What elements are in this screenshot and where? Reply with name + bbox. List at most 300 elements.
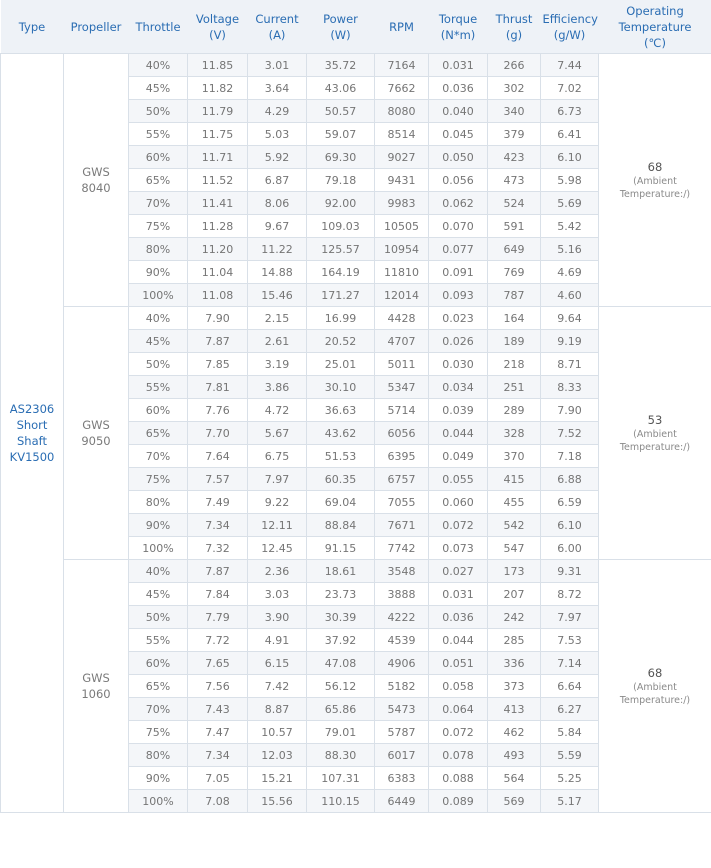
table-row <box>1 560 711 583</box>
efficiency-cell: 9.64 <box>541 307 599 330</box>
current-cell: 4.72 <box>248 399 307 422</box>
throttle-cell: 75% <box>129 215 188 238</box>
current-cell: 3.90 <box>248 606 307 629</box>
throttle-cell: 50% <box>129 606 188 629</box>
efficiency-cell: 8.33 <box>541 376 599 399</box>
power-cell: 43.06 <box>307 77 375 100</box>
efficiency-cell: 9.31 <box>541 560 599 583</box>
thrust-cell: 164 <box>488 307 541 330</box>
current-cell: 8.06 <box>248 192 307 215</box>
temperature-note: Temperature:/) <box>619 695 691 706</box>
power-cell: 23.73 <box>307 583 375 606</box>
throttle-cell: 60% <box>129 146 188 169</box>
voltage-cell: 7.72 <box>188 629 248 652</box>
torque-cell: 0.077 <box>429 238 488 261</box>
power-cell: 125.57 <box>307 238 375 261</box>
torque-cell: 0.072 <box>429 721 488 744</box>
power-cell: 20.52 <box>307 330 375 353</box>
efficiency-cell: 5.17 <box>541 790 599 813</box>
thrust-cell: 649 <box>488 238 541 261</box>
rpm-cell: 6395 <box>375 445 429 468</box>
current-cell: 6.15 <box>248 652 307 675</box>
efficiency-cell: 5.16 <box>541 238 599 261</box>
voltage-cell: 11.82 <box>188 77 248 100</box>
current-cell: 4.91 <box>248 629 307 652</box>
torque-cell: 0.040 <box>429 100 488 123</box>
current-cell: 4.29 <box>248 100 307 123</box>
voltage-cell: 11.28 <box>188 215 248 238</box>
power-cell: 88.30 <box>307 744 375 767</box>
power-cell: 16.99 <box>307 307 375 330</box>
rpm-cell: 9431 <box>375 169 429 192</box>
thrust-cell: 328 <box>488 422 541 445</box>
torque-cell: 0.062 <box>429 192 488 215</box>
rpm-cell: 6056 <box>375 422 429 445</box>
power-cell: 109.03 <box>307 215 375 238</box>
voltage-cell: 11.85 <box>188 54 248 77</box>
voltage-cell: 7.34 <box>188 744 248 767</box>
throttle-cell: 50% <box>129 353 188 376</box>
torque-cell: 0.050 <box>429 146 488 169</box>
torque-cell: 0.060 <box>429 491 488 514</box>
throttle-cell: 40% <box>129 560 188 583</box>
throttle-cell: 90% <box>129 261 188 284</box>
throttle-cell: 75% <box>129 721 188 744</box>
torque-cell: 0.070 <box>429 215 488 238</box>
current-cell: 15.56 <box>248 790 307 813</box>
current-cell: 11.22 <box>248 238 307 261</box>
rpm-cell: 5011 <box>375 353 429 376</box>
throttle-cell: 100% <box>129 537 188 560</box>
power-cell: 92.00 <box>307 192 375 215</box>
current-cell: 12.45 <box>248 537 307 560</box>
current-cell: 14.88 <box>248 261 307 284</box>
efficiency-cell: 8.72 <box>541 583 599 606</box>
voltage-cell: 7.64 <box>188 445 248 468</box>
power-cell: 35.72 <box>307 54 375 77</box>
torque-cell: 0.039 <box>429 399 488 422</box>
thrust-cell: 473 <box>488 169 541 192</box>
current-cell: 12.03 <box>248 744 307 767</box>
efficiency-cell: 5.98 <box>541 169 599 192</box>
power-cell: 25.01 <box>307 353 375 376</box>
propeller-cell <box>64 307 129 560</box>
current-cell: 9.67 <box>248 215 307 238</box>
throttle-cell: 65% <box>129 169 188 192</box>
torque-cell: 0.055 <box>429 468 488 491</box>
efficiency-cell: 5.84 <box>541 721 599 744</box>
propeller-line: 9050 <box>81 434 111 448</box>
throttle-cell: 100% <box>129 790 188 813</box>
rpm-cell: 7671 <box>375 514 429 537</box>
thrust-cell: 455 <box>488 491 541 514</box>
current-cell: 2.15 <box>248 307 307 330</box>
efficiency-cell: 5.42 <box>541 215 599 238</box>
throttle-cell: 55% <box>129 629 188 652</box>
rpm-cell: 4906 <box>375 652 429 675</box>
thrust-cell: 524 <box>488 192 541 215</box>
voltage-cell: 7.49 <box>188 491 248 514</box>
power-cell: 110.15 <box>307 790 375 813</box>
torque-cell: 0.034 <box>429 376 488 399</box>
header-rpm: RPM <box>375 0 429 54</box>
torque-cell: 0.027 <box>429 560 488 583</box>
temperature-note: Temperature:/) <box>619 189 691 200</box>
current-cell: 15.46 <box>248 284 307 307</box>
power-cell: 107.31 <box>307 767 375 790</box>
rpm-cell: 7055 <box>375 491 429 514</box>
thrust-cell: 340 <box>488 100 541 123</box>
rpm-cell: 5473 <box>375 698 429 721</box>
voltage-cell: 7.43 <box>188 698 248 721</box>
temperature-value: 53 <box>647 413 663 427</box>
power-cell: 18.61 <box>307 560 375 583</box>
throttle-cell: 40% <box>129 307 188 330</box>
header-operating-temperature: Operating Temperature (℃) <box>599 0 711 54</box>
voltage-cell: 11.52 <box>188 169 248 192</box>
propeller-line: 8040 <box>81 181 111 195</box>
thrust-cell: 189 <box>488 330 541 353</box>
throttle-cell: 70% <box>129 192 188 215</box>
voltage-cell: 11.41 <box>188 192 248 215</box>
efficiency-cell: 8.71 <box>541 353 599 376</box>
propeller-line: GWS <box>82 418 110 432</box>
voltage-cell: 7.56 <box>188 675 248 698</box>
rpm-cell: 9027 <box>375 146 429 169</box>
efficiency-cell: 6.10 <box>541 514 599 537</box>
power-cell: 47.08 <box>307 652 375 675</box>
thrust-cell: 493 <box>488 744 541 767</box>
rpm-cell: 6757 <box>375 468 429 491</box>
current-cell: 3.86 <box>248 376 307 399</box>
current-cell: 10.57 <box>248 721 307 744</box>
thrust-cell: 787 <box>488 284 541 307</box>
propeller-cell <box>64 54 129 307</box>
power-cell: 164.19 <box>307 261 375 284</box>
voltage-cell: 7.79 <box>188 606 248 629</box>
current-cell: 5.03 <box>248 123 307 146</box>
efficiency-cell: 4.69 <box>541 261 599 284</box>
rpm-cell: 12014 <box>375 284 429 307</box>
efficiency-cell: 7.18 <box>541 445 599 468</box>
propeller-line: GWS <box>82 671 110 685</box>
efficiency-cell: 6.27 <box>541 698 599 721</box>
throttle-cell: 70% <box>129 698 188 721</box>
voltage-cell: 7.87 <box>188 560 248 583</box>
power-cell: 37.92 <box>307 629 375 652</box>
torque-cell: 0.089 <box>429 790 488 813</box>
torque-cell: 0.031 <box>429 54 488 77</box>
thrust-cell: 769 <box>488 261 541 284</box>
thrust-cell: 302 <box>488 77 541 100</box>
thrust-cell: 379 <box>488 123 541 146</box>
throttle-cell: 55% <box>129 376 188 399</box>
voltage-cell: 7.47 <box>188 721 248 744</box>
rpm-cell: 4222 <box>375 606 429 629</box>
efficiency-cell: 6.00 <box>541 537 599 560</box>
current-cell: 3.64 <box>248 77 307 100</box>
table-body <box>1 54 711 813</box>
torque-cell: 0.044 <box>429 629 488 652</box>
power-cell: 30.39 <box>307 606 375 629</box>
motor-type-cell <box>1 54 64 813</box>
thrust-cell: 564 <box>488 767 541 790</box>
throttle-cell: 50% <box>129 100 188 123</box>
efficiency-cell: 6.64 <box>541 675 599 698</box>
voltage-cell: 7.32 <box>188 537 248 560</box>
current-cell: 15.21 <box>248 767 307 790</box>
efficiency-cell: 4.60 <box>541 284 599 307</box>
torque-cell: 0.064 <box>429 698 488 721</box>
efficiency-cell: 6.88 <box>541 468 599 491</box>
table-row <box>1 307 711 330</box>
power-cell: 56.12 <box>307 675 375 698</box>
torque-cell: 0.044 <box>429 422 488 445</box>
current-cell: 3.03 <box>248 583 307 606</box>
power-cell: 50.57 <box>307 100 375 123</box>
efficiency-cell: 5.69 <box>541 192 599 215</box>
current-cell: 12.11 <box>248 514 307 537</box>
thrust-cell: 207 <box>488 583 541 606</box>
thrust-cell: 289 <box>488 399 541 422</box>
thrust-cell: 242 <box>488 606 541 629</box>
throttle-cell: 60% <box>129 652 188 675</box>
throttle-cell: 40% <box>129 54 188 77</box>
thrust-cell: 373 <box>488 675 541 698</box>
voltage-cell: 7.57 <box>188 468 248 491</box>
temperature-note: (Ambient <box>633 429 677 440</box>
rpm-cell: 3888 <box>375 583 429 606</box>
voltage-cell: 11.75 <box>188 123 248 146</box>
throttle-cell: 65% <box>129 675 188 698</box>
current-cell: 2.61 <box>248 330 307 353</box>
rpm-cell: 4428 <box>375 307 429 330</box>
thrust-cell: 218 <box>488 353 541 376</box>
efficiency-cell: 9.19 <box>541 330 599 353</box>
rpm-cell: 6449 <box>375 790 429 813</box>
voltage-cell: 11.04 <box>188 261 248 284</box>
thrust-cell: 370 <box>488 445 541 468</box>
propeller-cell <box>64 560 129 813</box>
current-cell: 6.87 <box>248 169 307 192</box>
throttle-cell: 100% <box>129 284 188 307</box>
rpm-cell: 5347 <box>375 376 429 399</box>
torque-cell: 0.051 <box>429 652 488 675</box>
current-cell: 8.87 <box>248 698 307 721</box>
thrust-cell: 251 <box>488 376 541 399</box>
efficiency-cell: 6.59 <box>541 491 599 514</box>
thrust-cell: 591 <box>488 215 541 238</box>
throttle-cell: 70% <box>129 445 188 468</box>
header-torque: Torque (N*m) <box>429 0 488 54</box>
torque-cell: 0.049 <box>429 445 488 468</box>
motor-type-line: Short Shaft <box>16 418 48 448</box>
current-cell: 7.42 <box>248 675 307 698</box>
efficiency-cell: 6.41 <box>541 123 599 146</box>
rpm-cell: 6017 <box>375 744 429 767</box>
thrust-cell: 336 <box>488 652 541 675</box>
current-cell: 5.92 <box>248 146 307 169</box>
thrust-cell: 173 <box>488 560 541 583</box>
current-cell: 9.22 <box>248 491 307 514</box>
operating-temperature-cell <box>599 54 711 307</box>
header-propeller: Propeller <box>64 0 129 54</box>
header-voltage: Voltage (V) <box>188 0 248 54</box>
voltage-cell: 7.85 <box>188 353 248 376</box>
torque-cell: 0.056 <box>429 169 488 192</box>
voltage-cell: 7.34 <box>188 514 248 537</box>
thrust-cell: 266 <box>488 54 541 77</box>
current-cell: 2.36 <box>248 560 307 583</box>
power-cell: 69.04 <box>307 491 375 514</box>
rpm-cell: 6383 <box>375 767 429 790</box>
current-cell: 3.19 <box>248 353 307 376</box>
voltage-cell: 7.81 <box>188 376 248 399</box>
power-cell: 91.15 <box>307 537 375 560</box>
torque-cell: 0.093 <box>429 284 488 307</box>
voltage-cell: 7.65 <box>188 652 248 675</box>
power-cell: 88.84 <box>307 514 375 537</box>
rpm-cell: 11810 <box>375 261 429 284</box>
temperature-note: (Ambient <box>633 682 677 693</box>
rpm-cell: 5182 <box>375 675 429 698</box>
efficiency-cell: 6.10 <box>541 146 599 169</box>
propeller-line: GWS <box>82 165 110 179</box>
rpm-cell: 4539 <box>375 629 429 652</box>
temperature-value: 68 <box>647 666 663 680</box>
header-efficiency: Efficiency (g/W) <box>541 0 599 54</box>
rpm-cell: 8514 <box>375 123 429 146</box>
throttle-cell: 60% <box>129 399 188 422</box>
rpm-cell: 4707 <box>375 330 429 353</box>
throttle-cell: 90% <box>129 514 188 537</box>
rpm-cell: 9983 <box>375 192 429 215</box>
temperature-value: 68 <box>647 160 663 174</box>
power-cell: 30.10 <box>307 376 375 399</box>
thrust-cell: 413 <box>488 698 541 721</box>
thrust-cell: 423 <box>488 146 541 169</box>
voltage-cell: 7.87 <box>188 330 248 353</box>
throttle-cell: 45% <box>129 330 188 353</box>
power-cell: 43.62 <box>307 422 375 445</box>
throttle-cell: 80% <box>129 238 188 261</box>
efficiency-cell: 7.02 <box>541 77 599 100</box>
thrust-cell: 547 <box>488 537 541 560</box>
torque-cell: 0.045 <box>429 123 488 146</box>
header-thrust: Thrust (g) <box>488 0 541 54</box>
voltage-cell: 7.70 <box>188 422 248 445</box>
efficiency-cell: 7.14 <box>541 652 599 675</box>
motor-type-line: AS2306 <box>9 402 55 416</box>
power-cell: 79.18 <box>307 169 375 192</box>
current-cell: 7.97 <box>248 468 307 491</box>
efficiency-cell: 7.97 <box>541 606 599 629</box>
power-cell: 69.30 <box>307 146 375 169</box>
operating-temperature-cell <box>599 307 711 560</box>
header-current: Current (A) <box>248 0 307 54</box>
efficiency-cell: 5.59 <box>541 744 599 767</box>
efficiency-cell: 5.25 <box>541 767 599 790</box>
torque-cell: 0.088 <box>429 767 488 790</box>
torque-cell: 0.036 <box>429 77 488 100</box>
torque-cell: 0.078 <box>429 744 488 767</box>
torque-cell: 0.058 <box>429 675 488 698</box>
rpm-cell: 5787 <box>375 721 429 744</box>
rpm-cell: 3548 <box>375 560 429 583</box>
throttle-cell: 90% <box>129 767 188 790</box>
efficiency-cell: 7.44 <box>541 54 599 77</box>
efficiency-cell: 6.73 <box>541 100 599 123</box>
motor-type-line: KV1500 <box>9 450 55 464</box>
efficiency-cell: 7.52 <box>541 422 599 445</box>
voltage-cell: 7.76 <box>188 399 248 422</box>
operating-temperature-cell <box>599 560 711 813</box>
thrust-cell: 462 <box>488 721 541 744</box>
power-cell: 65.86 <box>307 698 375 721</box>
rpm-cell: 8080 <box>375 100 429 123</box>
header-power: Power (W) <box>307 0 375 54</box>
efficiency-cell: 7.53 <box>541 629 599 652</box>
power-cell: 171.27 <box>307 284 375 307</box>
temperature-note: (Ambient <box>633 176 677 187</box>
header-type: Type <box>1 0 64 54</box>
throttle-cell: 65% <box>129 422 188 445</box>
power-cell: 51.53 <box>307 445 375 468</box>
rpm-cell: 10954 <box>375 238 429 261</box>
voltage-cell: 11.79 <box>188 100 248 123</box>
torque-cell: 0.073 <box>429 537 488 560</box>
torque-cell: 0.072 <box>429 514 488 537</box>
voltage-cell: 7.84 <box>188 583 248 606</box>
torque-cell: 0.026 <box>429 330 488 353</box>
throttle-cell: 45% <box>129 77 188 100</box>
current-cell: 5.67 <box>248 422 307 445</box>
rpm-cell: 7164 <box>375 54 429 77</box>
throttle-cell: 80% <box>129 744 188 767</box>
rpm-cell: 7742 <box>375 537 429 560</box>
current-cell: 3.01 <box>248 54 307 77</box>
thrust-cell: 542 <box>488 514 541 537</box>
voltage-cell: 7.08 <box>188 790 248 813</box>
table-header-row <box>1 0 711 54</box>
temperature-note: Temperature:/) <box>619 442 691 453</box>
torque-cell: 0.030 <box>429 353 488 376</box>
header-throttle: Throttle <box>129 0 188 54</box>
rpm-cell: 7662 <box>375 77 429 100</box>
thrust-cell: 569 <box>488 790 541 813</box>
throttle-cell: 55% <box>129 123 188 146</box>
torque-cell: 0.036 <box>429 606 488 629</box>
voltage-cell: 7.90 <box>188 307 248 330</box>
power-cell: 36.63 <box>307 399 375 422</box>
voltage-cell: 11.08 <box>188 284 248 307</box>
rpm-cell: 5714 <box>375 399 429 422</box>
efficiency-cell: 7.90 <box>541 399 599 422</box>
torque-cell: 0.091 <box>429 261 488 284</box>
current-cell: 6.75 <box>248 445 307 468</box>
voltage-cell: 11.20 <box>188 238 248 261</box>
torque-cell: 0.031 <box>429 583 488 606</box>
throttle-cell: 45% <box>129 583 188 606</box>
power-cell: 60.35 <box>307 468 375 491</box>
power-cell: 79.01 <box>307 721 375 744</box>
propeller-line: 1060 <box>81 687 111 701</box>
thrust-cell: 285 <box>488 629 541 652</box>
voltage-cell: 7.05 <box>188 767 248 790</box>
throttle-cell: 75% <box>129 468 188 491</box>
torque-cell: 0.023 <box>429 307 488 330</box>
voltage-cell: 11.71 <box>188 146 248 169</box>
